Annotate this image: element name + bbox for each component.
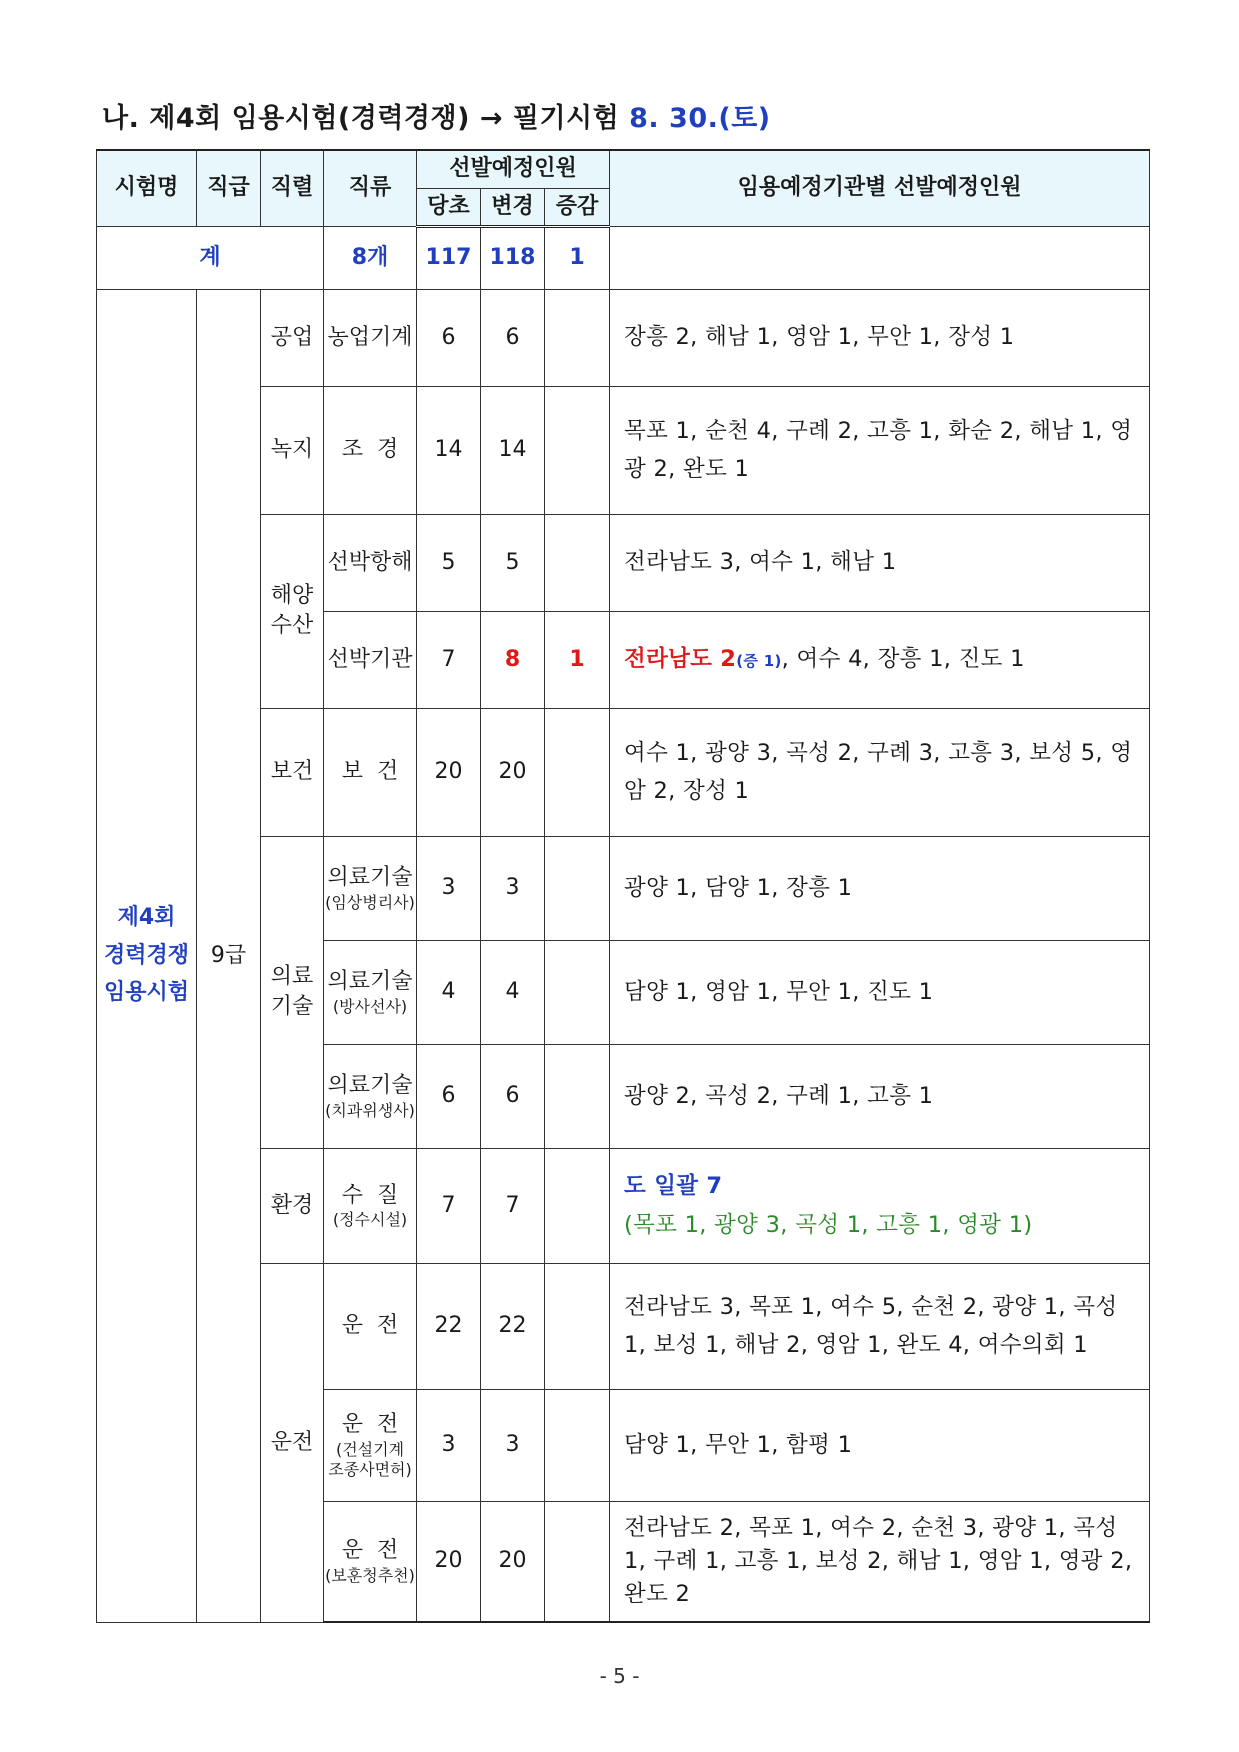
original-cell: 4 bbox=[417, 940, 481, 1044]
changed-cell: 22 bbox=[481, 1263, 545, 1389]
original-cell: 22 bbox=[417, 1263, 481, 1389]
total-changed: 118 bbox=[481, 226, 545, 289]
original-cell: 20 bbox=[417, 1501, 481, 1622]
changed-cell: 5 bbox=[481, 514, 545, 611]
series-cell: 의료 기술 bbox=[261, 836, 324, 1148]
category-sub: (임상병리사) bbox=[325, 892, 415, 912]
series-cell: 공업 bbox=[261, 289, 324, 386]
total-category-count: 8개 bbox=[324, 226, 417, 289]
header-category: 직류 bbox=[324, 150, 417, 226]
category-main: 의료기술 bbox=[327, 969, 413, 995]
table-row bbox=[97, 289, 1150, 386]
category-cell: 조 경 bbox=[324, 386, 417, 514]
category-cell bbox=[324, 940, 417, 1044]
header-original: 당초 bbox=[417, 188, 481, 226]
delta-cell bbox=[545, 514, 610, 611]
changed-cell: 6 bbox=[481, 289, 545, 386]
original-cell: 3 bbox=[417, 836, 481, 940]
original-cell: 5 bbox=[417, 514, 481, 611]
agencies-line2: (목포 1, 광양 3, 곡성 1, 고흥 1, 영광 1) bbox=[624, 1211, 1033, 1238]
agencies-line1: 도 일괄 7 bbox=[624, 1173, 723, 1200]
category-cell bbox=[324, 1044, 417, 1148]
heading-date: 8. 30.(토) bbox=[629, 103, 771, 134]
agencies-cell: 전라남도 3, 목포 1, 여수 5, 순천 2, 광양 1, 곡성 1, 보성 1, 해남 2, 영암 1, 완도 4, 여수의회 1 bbox=[610, 1263, 1150, 1389]
delta-cell: 1 bbox=[545, 611, 610, 708]
category-cell: 선박기관 bbox=[324, 611, 417, 708]
category-main: 운 전 bbox=[341, 1412, 399, 1438]
category-sub: (보훈청추천) bbox=[325, 1566, 415, 1586]
original-cell: 7 bbox=[417, 611, 481, 708]
agencies-cell: 광양 2, 곡성 2, 구례 1, 고흥 1 bbox=[610, 1044, 1150, 1148]
delta-cell bbox=[545, 289, 610, 386]
delta-cell bbox=[545, 1044, 610, 1148]
header-exam-name: 시험명 bbox=[97, 150, 197, 226]
header-planned: 선발예정인원 bbox=[417, 150, 610, 188]
agencies-cell: 전라남도 3, 여수 1, 해남 1 bbox=[610, 514, 1150, 611]
agencies-rest: , 여수 4, 장흥 1, 진도 1 bbox=[781, 646, 1025, 673]
changed-cell: 6 bbox=[481, 1044, 545, 1148]
total-agencies bbox=[610, 226, 1150, 289]
agencies-cell: 여수 1, 광양 3, 곡성 2, 구례 3, 고흥 3, 보성 5, 영암 2, 장성 1 bbox=[610, 708, 1150, 836]
changed-cell: 7 bbox=[481, 1148, 545, 1263]
changed-cell: 8 bbox=[481, 611, 545, 708]
header-changed: 변경 bbox=[481, 188, 545, 226]
original-cell: 6 bbox=[417, 1044, 481, 1148]
header-delta: 증감 bbox=[545, 188, 610, 226]
original-cell: 14 bbox=[417, 386, 481, 514]
original-cell: 20 bbox=[417, 708, 481, 836]
agencies-cell: 담양 1, 영암 1, 무안 1, 진도 1 bbox=[610, 940, 1150, 1044]
heading-prefix: 나. bbox=[102, 103, 140, 134]
changed-cell: 4 bbox=[481, 940, 545, 1044]
exam-name: 제4회 경력경쟁 임용시험 bbox=[103, 905, 189, 1006]
agencies-highlight: 전라남도 2 bbox=[624, 646, 737, 673]
delta-cell bbox=[545, 1148, 610, 1263]
agencies-cell: 담양 1, 무안 1, 함평 1 bbox=[610, 1389, 1150, 1501]
category-cell bbox=[324, 836, 417, 940]
agencies-cell: 목포 1, 순천 4, 구례 2, 고흥 1, 화순 2, 해남 1, 영광 2, 완도 1 bbox=[610, 386, 1150, 514]
category-sub: (방사선사) bbox=[332, 996, 408, 1016]
category-cell: 선박항해 bbox=[324, 514, 417, 611]
header-series: 직렬 bbox=[261, 150, 324, 226]
changed-cell: 3 bbox=[481, 836, 545, 940]
category-main: 수 질 bbox=[341, 1182, 399, 1208]
agencies-cell: 장흥 2, 해남 1, 영암 1, 무안 1, 장성 1 bbox=[610, 289, 1150, 386]
category-main: 의료기술 bbox=[327, 865, 413, 891]
category-cell: 농업기계 bbox=[324, 289, 417, 386]
category-sub: (건설기계 조종사면허) bbox=[328, 1439, 412, 1479]
header-agencies: 임용예정기관별 선발예정인원 bbox=[610, 150, 1150, 226]
original-cell: 7 bbox=[417, 1148, 481, 1263]
changed-cell: 20 bbox=[481, 1501, 545, 1622]
original-cell: 3 bbox=[417, 1389, 481, 1501]
agencies-increase: (증 1) bbox=[736, 652, 782, 671]
agencies-cell: 광양 1, 담양 1, 장흥 1 bbox=[610, 836, 1150, 940]
category-sub: (정수시설) bbox=[332, 1210, 408, 1230]
category-main: 의료기술 bbox=[327, 1073, 413, 1099]
recruitment-table bbox=[96, 149, 1150, 1623]
agencies-cell bbox=[610, 1148, 1150, 1263]
agencies-cell: 전라남도 2, 목포 1, 여수 2, 순천 3, 광양 1, 곡성 1, 구례 1, 고흥 1, 보성 2, 해남 1, 영암 1, 영광 2, 완도 2 bbox=[610, 1501, 1150, 1622]
series-cell: 보건 bbox=[261, 708, 324, 836]
agencies-cell bbox=[610, 611, 1150, 708]
series-cell: 환경 bbox=[261, 1148, 324, 1263]
original-cell: 6 bbox=[417, 289, 481, 386]
delta-cell bbox=[545, 940, 610, 1044]
delta-cell bbox=[545, 1263, 610, 1389]
page-number: - 5 - bbox=[599, 1664, 640, 1688]
exam-name-cell bbox=[97, 289, 197, 1622]
category-cell bbox=[324, 1148, 417, 1263]
section-heading bbox=[102, 96, 771, 135]
total-label: 계 bbox=[97, 226, 324, 289]
series-cell: 녹지 bbox=[261, 386, 324, 514]
category-cell: 운 전 bbox=[324, 1263, 417, 1389]
category-cell: 보 건 bbox=[324, 708, 417, 836]
total-original: 117 bbox=[417, 226, 481, 289]
category-cell bbox=[324, 1389, 417, 1501]
category-cell bbox=[324, 1501, 417, 1622]
total-delta: 1 bbox=[545, 226, 610, 289]
delta-cell bbox=[545, 1389, 610, 1501]
category-sub: (치과위생사) bbox=[325, 1100, 415, 1120]
delta-cell bbox=[545, 708, 610, 836]
series-cell: 해양 수산 bbox=[261, 514, 324, 708]
grade-cell: 9급 bbox=[197, 289, 261, 1622]
delta-cell bbox=[545, 1501, 610, 1622]
series-cell: 운전 bbox=[261, 1263, 324, 1622]
changed-cell: 3 bbox=[481, 1389, 545, 1501]
changed-cell: 20 bbox=[481, 708, 545, 836]
heading-title: 제4회 임용시험(경력경쟁) → 필기시험 bbox=[149, 103, 620, 134]
delta-cell bbox=[545, 386, 610, 514]
delta-cell bbox=[545, 836, 610, 940]
changed-cell: 14 bbox=[481, 386, 545, 514]
header-grade: 직급 bbox=[197, 150, 261, 226]
category-main: 운 전 bbox=[341, 1538, 399, 1564]
total-row bbox=[97, 226, 1150, 289]
